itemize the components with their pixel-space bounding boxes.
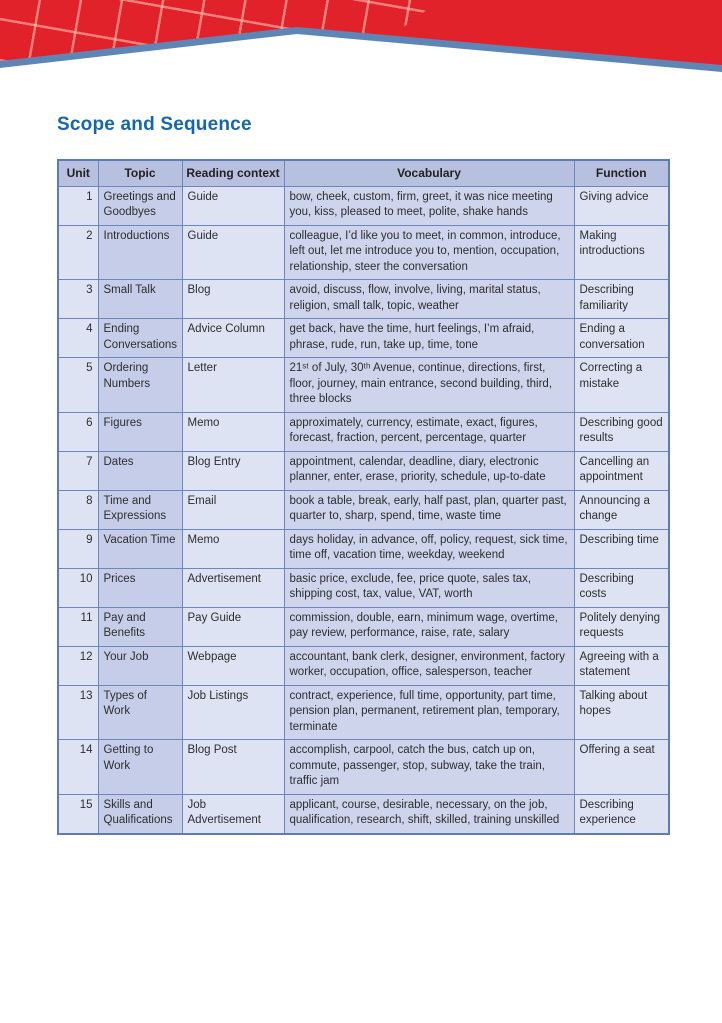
reading-cell: Webpage xyxy=(182,646,284,685)
topic-cell: Small Talk xyxy=(98,280,182,319)
vocabulary-cell: accountant, bank clerk, designer, environment, factory worker, occupation, office, salesperson, teacher xyxy=(284,646,574,685)
vocabulary-cell: 21ˢᵗ of July, 30ᵗʰ Avenue, continue, directions, first, floor, journey, main entrance, second building, third, three blocks xyxy=(284,358,574,413)
topic-cell: Getting to Work xyxy=(98,740,182,795)
unit-cell: 9 xyxy=(58,529,98,568)
unit-cell: 6 xyxy=(58,412,98,451)
topic-cell: Skills and Qualifications xyxy=(98,794,182,834)
table-row xyxy=(58,451,669,490)
reading-cell: Blog xyxy=(182,280,284,319)
reading-cell: Job Advertisement xyxy=(182,794,284,834)
vocabulary-cell: book a table, break, early, half past, plan, quarter past, quarter to, sharp, spend, time, waste time xyxy=(284,490,574,529)
function-cell: Talking about hopes xyxy=(574,685,669,740)
table-row xyxy=(58,529,669,568)
topic-cell: Greetings and Goodbyes xyxy=(98,186,182,225)
topic-cell: Introductions xyxy=(98,225,182,280)
table-row xyxy=(58,225,669,280)
table-row xyxy=(58,490,669,529)
reading-cell: Advertisement xyxy=(182,568,284,607)
scope-and-sequence-table xyxy=(57,159,670,835)
function-cell: Describing experience xyxy=(574,794,669,834)
topic-cell: Ending Conversations xyxy=(98,319,182,358)
vocabulary-cell: contract, experience, full time, opportunity, part time, pension plan, permanent, retirement plan, temporary, terminate xyxy=(284,685,574,740)
vocabulary-cell: basic price, exclude, fee, price quote, sales tax, shipping cost, tax, value, VAT, worth xyxy=(284,568,574,607)
vocabulary-cell: days holiday, in advance, off, policy, request, sick time, time off, vacation time, weekday, weekend xyxy=(284,529,574,568)
reading-cell: Memo xyxy=(182,412,284,451)
function-cell: Making introductions xyxy=(574,225,669,280)
function-cell: Cancelling an appointment xyxy=(574,451,669,490)
unit-cell: 11 xyxy=(58,607,98,646)
topic-cell: Ordering Numbers xyxy=(98,358,182,413)
table-row xyxy=(58,280,669,319)
topic-cell: Pay and Benefits xyxy=(98,607,182,646)
column-header-unit: Unit xyxy=(58,160,98,186)
unit-cell: 8 xyxy=(58,490,98,529)
table-header-row xyxy=(58,160,669,186)
topic-cell: Time and Expressions xyxy=(98,490,182,529)
vocabulary-cell: bow, cheek, custom, firm, greet, it was nice meeting you, kiss, pleased to meet, polite, shake hands xyxy=(284,186,574,225)
reading-cell: Guide xyxy=(182,186,284,225)
unit-cell: 7 xyxy=(58,451,98,490)
table-row xyxy=(58,685,669,740)
topic-cell: Your Job xyxy=(98,646,182,685)
vocabulary-cell: avoid, discuss, flow, involve, living, marital status, religion, small talk, topic, weather xyxy=(284,280,574,319)
function-cell: Correcting a mistake xyxy=(574,358,669,413)
function-cell: Ending a conversation xyxy=(574,319,669,358)
vocabulary-cell: appointment, calendar, deadline, diary, electronic planner, enter, erase, priority, schedule, up-to-date xyxy=(284,451,574,490)
column-header-topic: Topic xyxy=(98,160,182,186)
reading-cell: Job Listings xyxy=(182,685,284,740)
reading-cell: Letter xyxy=(182,358,284,413)
function-cell: Describing good results xyxy=(574,412,669,451)
table-row xyxy=(58,568,669,607)
reading-cell: Advice Column xyxy=(182,319,284,358)
table-row xyxy=(58,358,669,413)
topic-cell: Prices xyxy=(98,568,182,607)
column-header-reading-context: Reading context xyxy=(182,160,284,186)
table-row xyxy=(58,186,669,225)
column-header-function: Function xyxy=(574,160,669,186)
unit-cell: 4 xyxy=(58,319,98,358)
reading-cell: Email xyxy=(182,490,284,529)
function-cell: Agreeing with a statement xyxy=(574,646,669,685)
table-row xyxy=(58,646,669,685)
unit-cell: 2 xyxy=(58,225,98,280)
unit-cell: 1 xyxy=(58,186,98,225)
unit-cell: 12 xyxy=(58,646,98,685)
reading-cell: Guide xyxy=(182,225,284,280)
topic-cell: Dates xyxy=(98,451,182,490)
vocabulary-cell: approximately, currency, estimate, exact, figures, forecast, fraction, percent, percentage, quarter xyxy=(284,412,574,451)
vocabulary-cell: accomplish, carpool, catch the bus, catch up on, commute, passenger, stop, subway, take the train, traffic jam xyxy=(284,740,574,795)
vocabulary-cell: commission, double, earn, minimum wage, overtime, pay review, performance, raise, rate, salary xyxy=(284,607,574,646)
function-cell: Politely denying requests xyxy=(574,607,669,646)
table-row xyxy=(58,794,669,834)
topic-cell: Vacation Time xyxy=(98,529,182,568)
unit-cell: 3 xyxy=(58,280,98,319)
function-cell: Giving advice xyxy=(574,186,669,225)
reading-cell: Blog Post xyxy=(182,740,284,795)
function-cell: Announcing a change xyxy=(574,490,669,529)
table-row xyxy=(58,319,669,358)
function-cell: Describing costs xyxy=(574,568,669,607)
unit-cell: 14 xyxy=(58,740,98,795)
vocabulary-cell: colleague, I’d like you to meet, in common, introduce, left out, let me introduce you to, mention, occupation, relationship, steer the conversation xyxy=(284,225,574,280)
reading-cell: Blog Entry xyxy=(182,451,284,490)
reading-cell: Pay Guide xyxy=(182,607,284,646)
reading-cell: Memo xyxy=(182,529,284,568)
function-cell: Offering a seat xyxy=(574,740,669,795)
vocabulary-cell: applicant, course, desirable, necessary, on the job, qualification, research, shift, skilled, training unskilled xyxy=(284,794,574,834)
unit-cell: 10 xyxy=(58,568,98,607)
chevron-edge-graphic xyxy=(0,0,722,100)
function-cell: Describing time xyxy=(574,529,669,568)
table-row xyxy=(58,740,669,795)
scope-table-body xyxy=(58,186,669,834)
unit-cell: 15 xyxy=(58,794,98,834)
page-title: Scope and Sequence xyxy=(57,114,252,135)
topic-cell: Figures xyxy=(98,412,182,451)
page-header-banner xyxy=(0,0,722,100)
unit-cell: 13 xyxy=(58,685,98,740)
topic-cell: Types of Work xyxy=(98,685,182,740)
column-header-vocabulary: Vocabulary xyxy=(284,160,574,186)
vocabulary-cell: get back, have the time, hurt feelings, I’m afraid, phrase, rude, run, take up, time, tone xyxy=(284,319,574,358)
unit-cell: 5 xyxy=(58,358,98,413)
table-row xyxy=(58,607,669,646)
function-cell: Describing familiarity xyxy=(574,280,669,319)
table-row xyxy=(58,412,669,451)
